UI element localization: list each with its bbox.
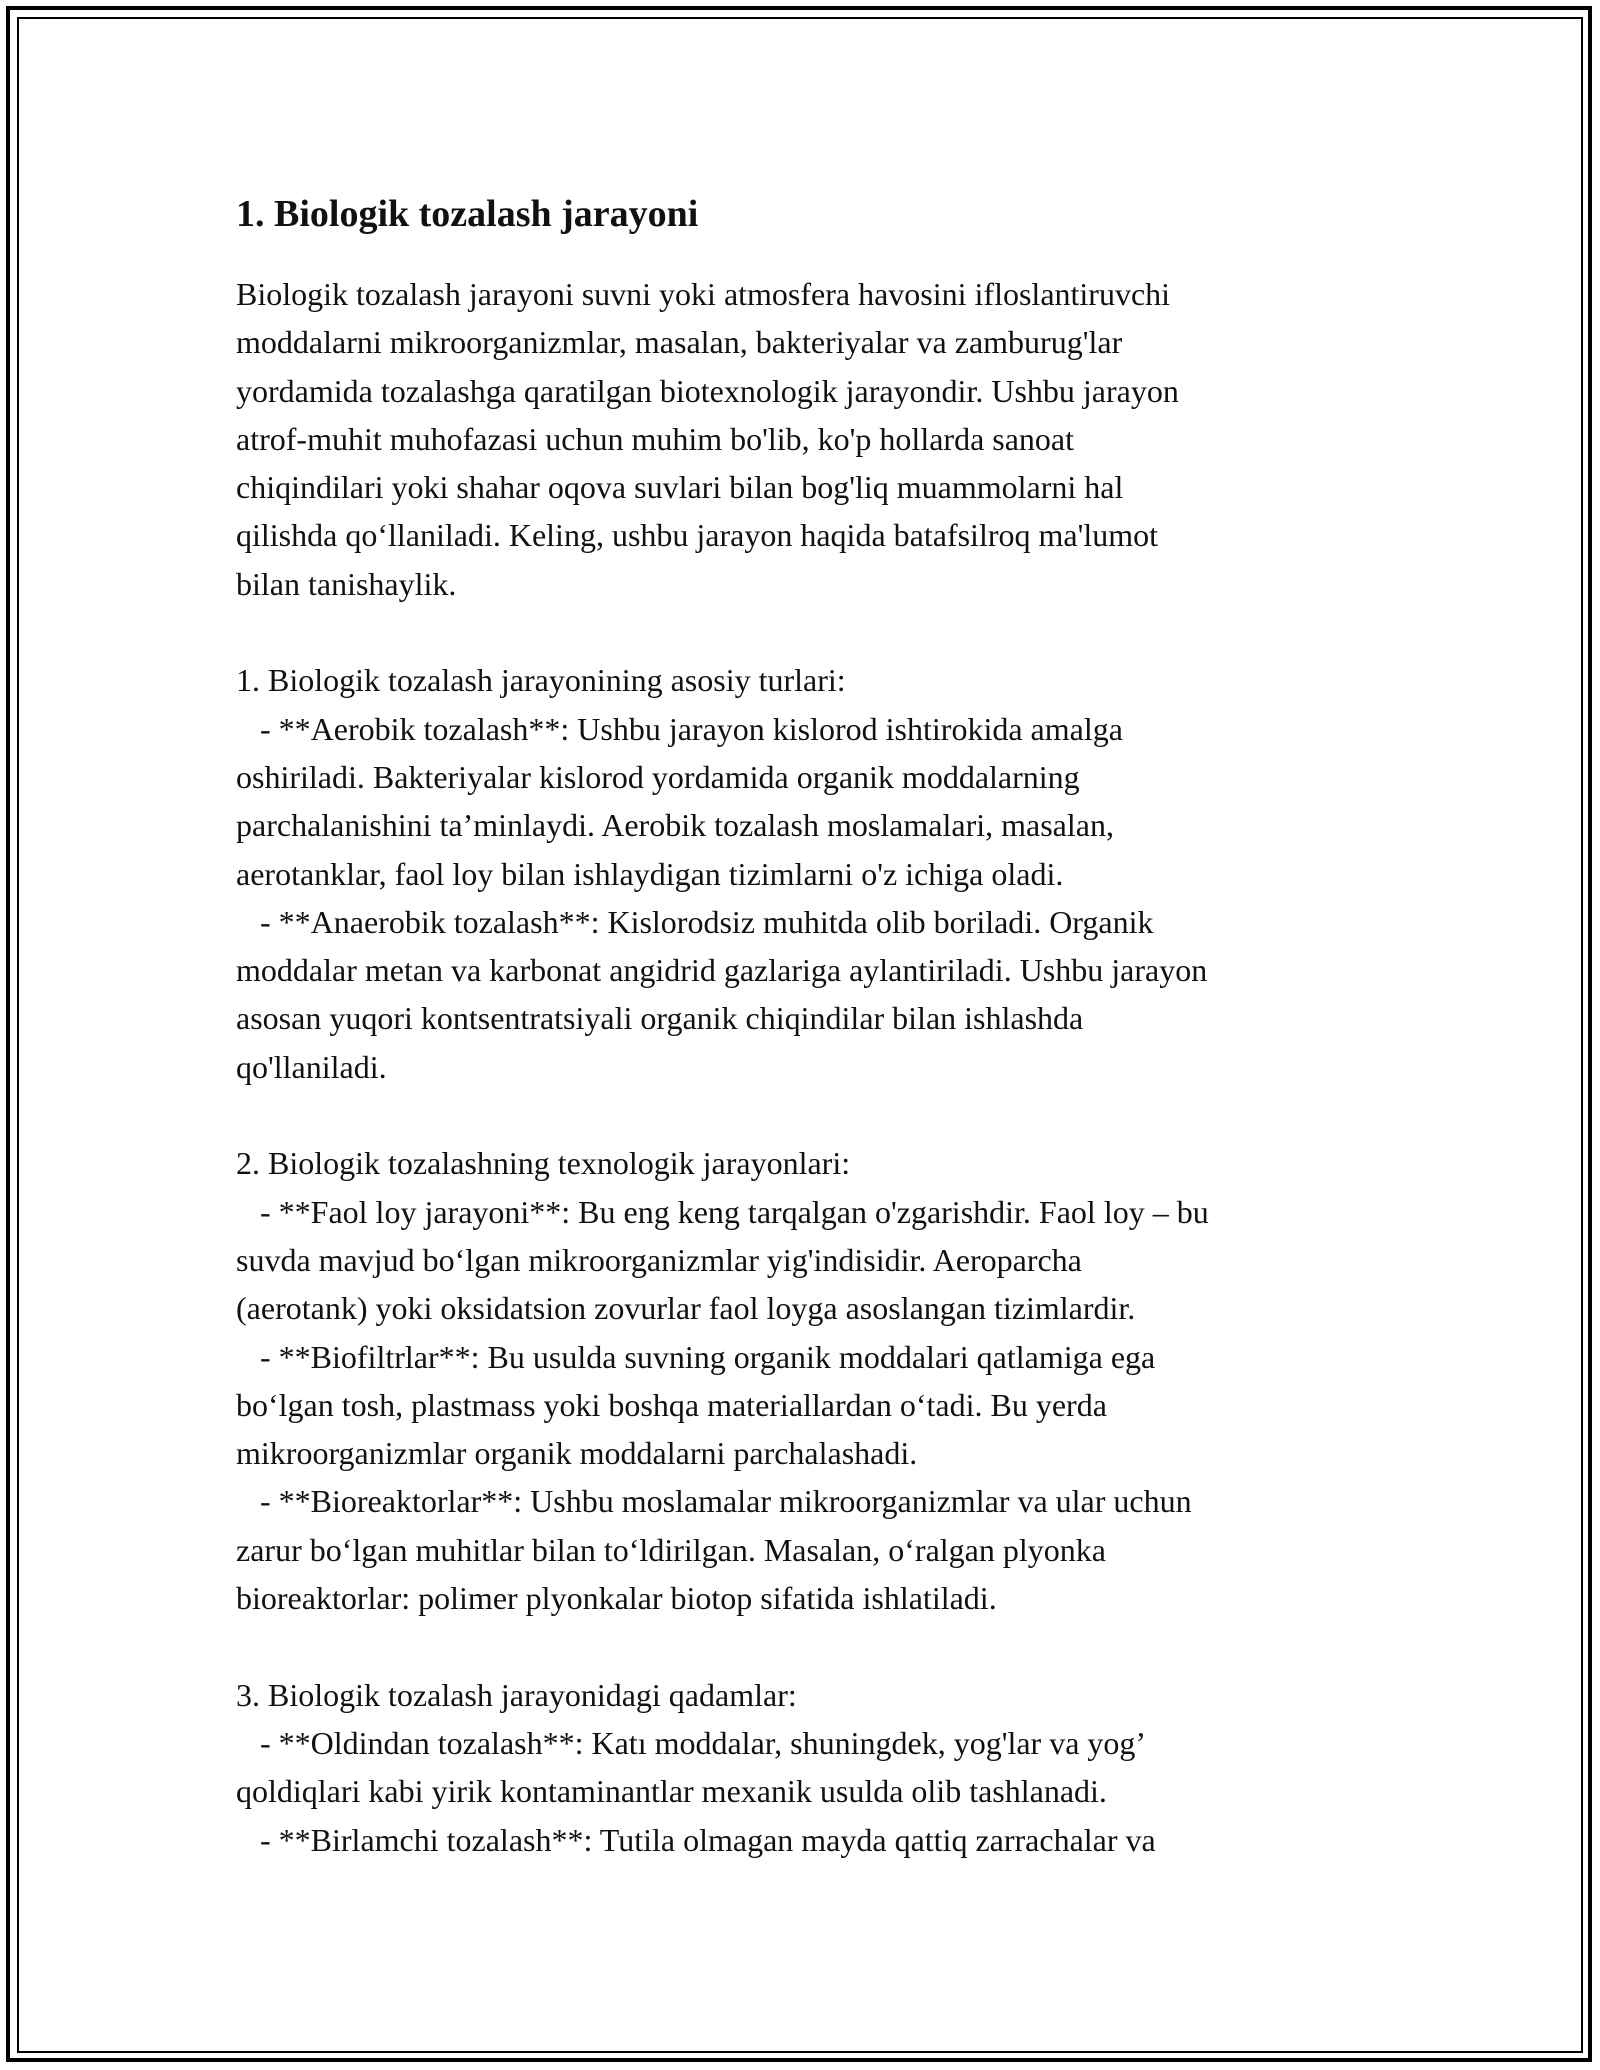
text-line: oshiriladi. Bakteriyalar kislorod yordamida organik moddalarning [236,758,1080,795]
list-item: - **Anaerobik tozalash**: Kislorodsiz muhitda olib boriladi. Organik [236,903,1154,940]
list-item: - **Faol loy jarayoni**: Bu eng keng tarqalgan o'zgarishdir. Faol loy – bu [236,1193,1209,1230]
text-line: (aerotank) yoki oksidatsion zovurlar faol loyga asoslangan tizimlardir. [236,1290,1136,1327]
text-line: aerotanklar, faol loy bilan ishlaydigan tizimlarni o'z ichiga oladi. [236,855,1064,892]
text-line: asosan yuqori kontsentratsiyali organik chiqindilar bilan ishlashda [236,1000,1084,1037]
text-line: zarur bo‘lgan muhitlar bilan to‘ldirilgan. Masalan, o‘ralgan plyonka [236,1531,1106,1568]
document-heading: 1. Biologik tozalash jarayoni [236,193,699,235]
text-line: moddalarni mikroorganizmlar, masalan, bakteriyalar va zamburug'lar [236,324,1123,361]
text-line: parchalanishini ta’minlaydi. Aerobik tozalash moslamalari, masalan, [236,807,1114,844]
list-item: - **Biofiltrlar**: Bu usulda suvning organik moddalari qatlamiga ega [236,1338,1156,1375]
list-heading: 1. Biologik tozalash jarayonining asosiy turlari: [236,662,846,699]
text-line: mikroorganizmlar organik moddalarni parchalashadi. [236,1435,918,1472]
list-item: - **Oldindan tozalash**: Katı moddalar, shuningdek, yog'lar va yog’ [236,1724,1147,1761]
list-item: - **Bioreaktorlar**: Ushbu moslamalar mikroorganizmlar va ular uchun [236,1483,1192,1520]
text-line: moddalar metan va karbonat angidrid gazlariga aylantiriladi. Ushbu jarayon [236,952,1208,989]
list-heading: 2. Biologik tozalashning texnologik jarayonlari: [236,1145,851,1182]
text-line: bioreaktorlar: polimer plyonkalar biotop sifatida ishlatiladi. [236,1580,997,1617]
document-body [236,186,1366,1864]
text-line: chiqindilari yoki shahar oqova suvlari bilan bog'liq muammolarni hal [236,469,1124,506]
list-heading: 3. Biologik tozalash jarayonidagi qadamlar: [236,1676,797,1713]
text-line: yordamida tozalashga qaratilgan biotexnologik jarayondir. Ushbu jarayon [236,372,1179,409]
list-item: - **Birlamchi tozalash**: Tutila olmagan mayda qattiq zarrachalar va [236,1821,1156,1858]
text-line: qoldiqlari kabi yirik kontaminantlar mexanik usulda olib tashlanadi. [236,1773,1107,1810]
list-item: - **Aerobik tozalash**: Ushbu jarayon kislorod ishtirokida amalga [236,710,1123,747]
text-line: bilan tanishaylik. [236,565,457,602]
text-line: bo‘lgan tosh, plastmass yoki boshqa materiallardan o‘tadi. Bu yerda [236,1386,1107,1423]
text-line: suvda mavjud bo‘lgan mikroorganizmlar yig'indisidir. Aeroparcha [236,1241,1082,1278]
text-line: qo'llaniladi. [236,1048,387,1085]
blank-line [236,1091,1366,1139]
text-line: Biologik tozalash jarayoni suvni yoki atmosfera havosini ifloslantiruvchi [236,276,1171,312]
blank-line [236,1622,1366,1670]
document-text [236,270,1366,1864]
blank-line [236,608,1366,656]
text-line: atrof-muhit muhofazasi uchun muhim bo'lib, ko'p hollarda sanoat [236,420,1075,457]
text-line: qilishda qo‘llaniladi. Keling, ushbu jarayon haqida batafsilroq ma'lumot [236,517,1159,554]
